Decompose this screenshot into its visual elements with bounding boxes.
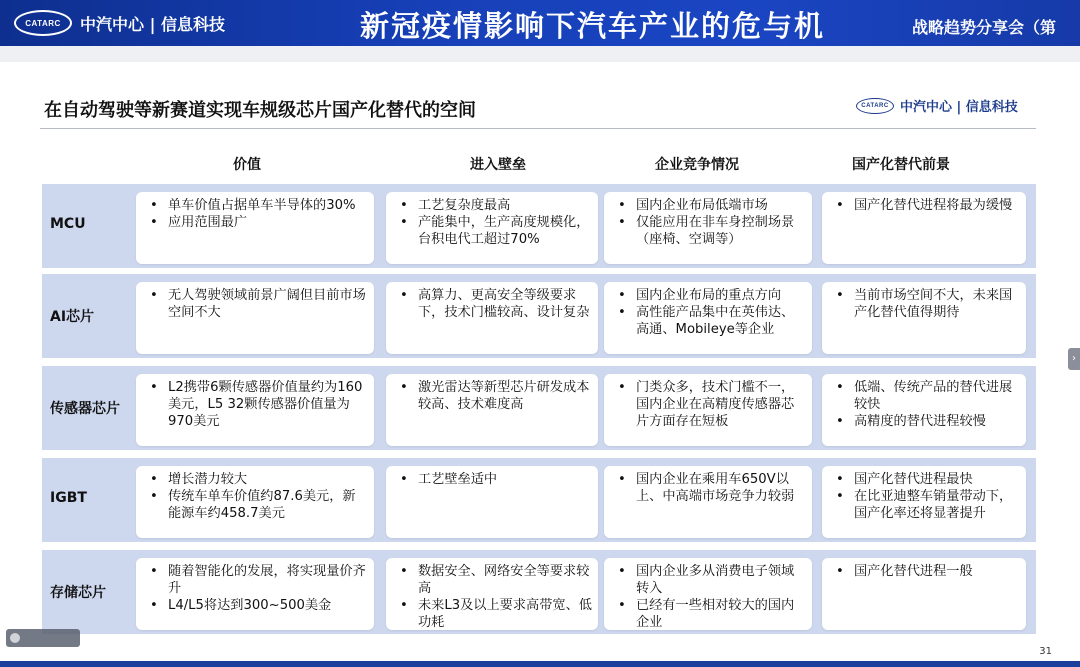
cell-bullet: • 随着智能化的发展，将实现量价齐升 bbox=[168, 563, 368, 597]
table-row bbox=[42, 458, 1036, 542]
banner-subtitle: 战略趋势分享会（第 bbox=[912, 18, 1057, 37]
table-cell bbox=[604, 466, 812, 538]
table-cell bbox=[822, 374, 1026, 446]
cell-bullet: • 已经有一些相对较大的国内企业 bbox=[636, 597, 806, 630]
cell-bullet: • 传统车单车价值约87.6美元，新能源车约458.7美元 bbox=[168, 488, 368, 522]
cell-bullet: • 激光雷达等新型芯片研发成本较高、技术难度高 bbox=[418, 379, 592, 413]
cell-bullet: • 国产化替代进程最快 bbox=[854, 471, 1020, 488]
table-row bbox=[42, 274, 1036, 358]
cell-bullet: • 当前市场空间不大，未来国产化替代值得期待 bbox=[854, 287, 1020, 321]
cell-bullet: • 产能集中，生产高度规模化，台积电代工超过70% bbox=[418, 214, 592, 248]
table-row bbox=[42, 366, 1036, 450]
table-cell bbox=[386, 282, 598, 354]
table-cell bbox=[386, 374, 598, 446]
row-label: MCU bbox=[50, 216, 86, 232]
catarc-logo-mark: CATARC bbox=[14, 10, 72, 36]
table-cell bbox=[136, 374, 374, 446]
cell-bullet: • 仅能应用在非车身控制场景（座椅、空调等） bbox=[636, 214, 806, 248]
banner-title: 新冠疫情影响下汽车产业的危与机 bbox=[360, 9, 826, 43]
cell-bullet: • 增长潜力较大 bbox=[168, 471, 368, 488]
page-number: 31 bbox=[1039, 646, 1052, 657]
cell-bullet: • 无人驾驶领域前景广阔但目前市场空间不大 bbox=[168, 287, 368, 321]
table-cell bbox=[386, 466, 598, 538]
cell-bullet: • 应用范围最广 bbox=[168, 214, 368, 231]
table-cell bbox=[822, 192, 1026, 264]
cell-bullet: • 国产化替代进程将最为缓慢 bbox=[854, 197, 1020, 214]
table-cell bbox=[136, 192, 374, 264]
cell-bullet: • 低端、传统产品的替代进展较快 bbox=[854, 379, 1020, 413]
camera-icon bbox=[10, 633, 20, 643]
cell-bullet: • 高性能产品集中在英伟达、高通、Mobileye等企业 bbox=[636, 304, 806, 338]
cell-bullet: • 单车价值占据单车半导体的30% bbox=[168, 197, 368, 214]
table-cell bbox=[822, 466, 1026, 538]
banner-logo bbox=[14, 10, 225, 36]
cell-bullet: • 国内企业布局的重点方向 bbox=[636, 287, 806, 304]
table-cell bbox=[822, 558, 1026, 630]
column-header-competition: 企业竞争情况 bbox=[655, 157, 739, 173]
table-cell bbox=[604, 282, 812, 354]
row-label: 存储芯片 bbox=[50, 585, 106, 601]
table-cell bbox=[822, 282, 1026, 354]
cell-bullet: • 高精度的替代进程较慢 bbox=[854, 413, 1020, 430]
cell-bullet: • 国产化替代进程一般 bbox=[854, 563, 1020, 580]
cell-bullet: • 未来L3及以上要求高带宽、低功耗 bbox=[418, 597, 592, 630]
cell-bullet: • 国内企业布局低端市场 bbox=[636, 197, 806, 214]
table-cell bbox=[386, 192, 598, 264]
cell-bullet: • 数据安全、网络安全等要求较高 bbox=[418, 563, 592, 597]
table-row bbox=[42, 184, 1036, 268]
table-cell bbox=[136, 466, 374, 538]
table-row bbox=[42, 550, 1036, 634]
table-cell bbox=[386, 558, 598, 630]
column-header-barrier: 进入壁垒 bbox=[470, 157, 526, 173]
slide-logo bbox=[856, 96, 1018, 115]
banner-logo-text: 中汽中心 | 信息科技 bbox=[80, 14, 225, 34]
column-header-value: 价值 bbox=[233, 157, 261, 173]
row-label: AI芯片 bbox=[50, 309, 95, 325]
cell-bullet: • 门类众多，技术门槛不一，国内企业在高精度传感器芯片方面存在短板 bbox=[636, 379, 806, 430]
cell-bullet: • L4/L5将达到300~500美金 bbox=[168, 597, 368, 614]
table-cell bbox=[604, 558, 812, 630]
cell-bullet: • 在比亚迪整车销量带动下，国产化率还将显著提升 bbox=[854, 488, 1020, 522]
row-label: IGBT bbox=[50, 490, 87, 506]
slide-logo-text: 中汽中心 | 信息科技 bbox=[900, 100, 1018, 115]
title-divider bbox=[40, 128, 1036, 129]
top-banner bbox=[0, 0, 1080, 46]
cell-bullet: • 国内企业在乘用车650V以上、中高端市场竞争力较弱 bbox=[636, 471, 806, 505]
side-panel-toggle[interactable]: › bbox=[1068, 348, 1080, 370]
slide bbox=[0, 62, 1080, 667]
table-cell bbox=[136, 558, 374, 630]
slide-title: 在自动驾驶等新赛道实现车规级芯片国产化替代的空间 bbox=[44, 100, 476, 121]
cell-bullet: • L2携带6颗传感器价值量约为160美元，L5 32颗传感器价值量为970美元 bbox=[168, 379, 368, 430]
catarc-logo-mark-small: CATARC bbox=[856, 98, 894, 114]
cell-bullet: • 高算力、更高安全等级要求下，技术门槛较高、设计复杂 bbox=[418, 287, 592, 321]
table-cell bbox=[136, 282, 374, 354]
cell-bullet: • 工艺壁垒适中 bbox=[418, 471, 592, 488]
presenter-video-thumbnail[interactable] bbox=[6, 629, 80, 647]
table-cell bbox=[604, 374, 812, 446]
row-label: 传感器芯片 bbox=[50, 401, 120, 417]
cell-bullet: • 国内企业多从消费电子领域转入 bbox=[636, 563, 806, 597]
cell-bullet: • 工艺复杂度最高 bbox=[418, 197, 592, 214]
column-header-outlook: 国产化替代前景 bbox=[852, 157, 950, 173]
bottom-strip bbox=[0, 661, 1080, 667]
table-cell bbox=[604, 192, 812, 264]
